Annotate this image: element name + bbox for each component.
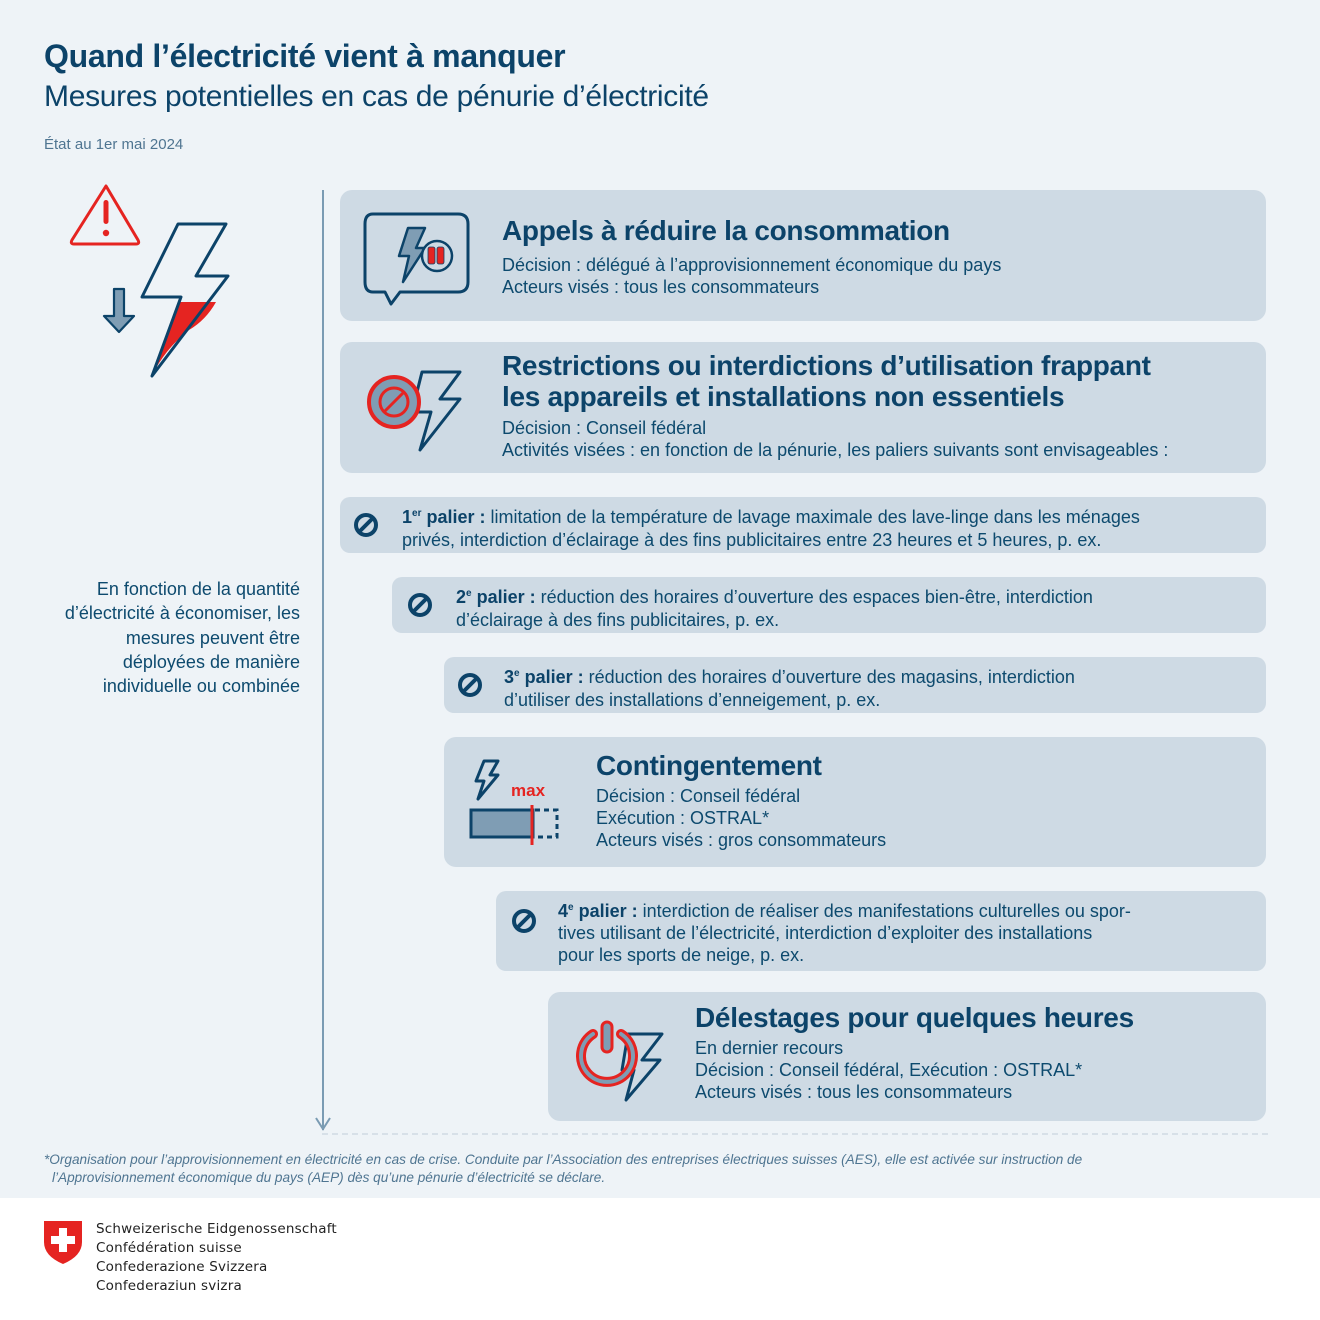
- page-title: Quand l’électricité vient à manquer: [44, 38, 566, 74]
- measure-targets: Acteurs visés : tous les consommateurs: [695, 1082, 1013, 1102]
- speech-bubble-lightning-pause-icon: [363, 212, 471, 306]
- measure-title: Contingentement: [596, 750, 822, 781]
- measure-decision: Décision : Conseil fédéral: [596, 786, 801, 806]
- measure-card-load-shedding: [548, 992, 1266, 1121]
- divider: [322, 1133, 1268, 1135]
- lightning-bolt-icon: [142, 224, 228, 376]
- step-label: 1er palier :: [402, 507, 486, 527]
- prohibited-icon: [510, 907, 538, 935]
- confederation-logo-text: Schweizerische Eidgenossenschaft Confédération suisse Confederazione Svizzera Confederaziun svizra: [96, 1221, 337, 1294]
- measure-title: Restrictions ou interdictions d’utilisation frappant les appareils et installations non essentiels: [502, 350, 1151, 412]
- step-1: 1er palier : limitation de la température de lavage maximale des lave-linge dans les ménages privés, interdiction d’éclairage à des fins publicitaires entre 23 heures et 5 heures, p. ex.: [340, 497, 1266, 553]
- measure-note: En dernier recours: [695, 1038, 844, 1058]
- arrow-down-icon: [104, 289, 134, 332]
- status-date: État au 1er mai 2024: [44, 136, 184, 153]
- measure-title: Appels à réduire la consommation: [502, 215, 950, 246]
- measure-targets: Acteurs visés : tous les consommateurs: [502, 277, 820, 297]
- measure-title: Délestages pour quelques heures: [695, 1002, 1134, 1033]
- timeline-axis: [322, 190, 324, 1130]
- electricity-shortage-icon: [66, 180, 236, 380]
- measure-card-quota: [444, 737, 1266, 867]
- prohibited-icon: [456, 671, 484, 699]
- swiss-shield-icon: [43, 1220, 83, 1265]
- measure-decision: Décision : délégué à l’approvisionnement économique du pays: [502, 255, 1002, 275]
- footer: [0, 1198, 1320, 1320]
- svg-text:max: max: [511, 781, 546, 800]
- lightning-max-quota-icon: [466, 755, 566, 847]
- page-subtitle: Mesures potentielles en cas de pénurie d’électricité: [44, 80, 709, 113]
- prohibited-icon: [406, 591, 434, 619]
- warning-icon: [71, 186, 138, 244]
- power-off-lightning-icon: [576, 1020, 668, 1102]
- step-label: 4e palier :: [558, 901, 638, 921]
- measure-card-appeals: [340, 190, 1266, 321]
- prohibited-icon: [352, 511, 380, 539]
- footnote: *Organisation pour l’approvisionnement en électricité en cas de crise. Conduite par l’Association des entreprises électriques suisses (AES), elle est activée sur instruction de l’Approvisionnement économique du pays (AEP) dès qu’une pénurie d’électricité se déclare.: [44, 1152, 1083, 1185]
- side-note: En fonction de la quantité d’électricité à économiser, les mesures peuvent être déployées de manière individuelle ou combinée: [64, 579, 300, 697]
- measure-execution: Exécution : OSTRAL*: [596, 808, 770, 828]
- step-2: 2e palier : réduction des horaires d’ouverture des espaces bien-être, interdiction d’éclairage à des fins publicitaires, p. ex.: [392, 577, 1266, 633]
- step-3: 3e palier : réduction des horaires d’ouverture des magasins, interdiction d’utiliser des installations d’enneigement, p. ex.: [444, 657, 1266, 713]
- measure-targets: Acteurs visés : gros consommateurs: [596, 830, 887, 850]
- step-label: 3e palier :: [504, 667, 584, 687]
- prohibited-lightning-icon: [364, 366, 464, 454]
- measure-card-restrictions: [340, 342, 1266, 473]
- measure-targets: Activités visées : en fonction de la pénurie, les paliers suivants sont envisageables :: [502, 440, 1169, 460]
- measure-decision: Décision : Conseil fédéral, Exécution : OSTRAL*: [695, 1060, 1083, 1080]
- measure-decision: Décision : Conseil fédéral: [502, 418, 707, 438]
- timeline-arrow-icon: [313, 1116, 333, 1132]
- step-4: 4e palier : interdiction de réaliser des manifestations culturelles ou spor- tives utilisant de l’électricité, interdiction d’exploiter des installations pour les sports de neige, p. ex.: [496, 891, 1266, 971]
- step-label: 2e palier :: [456, 587, 536, 607]
